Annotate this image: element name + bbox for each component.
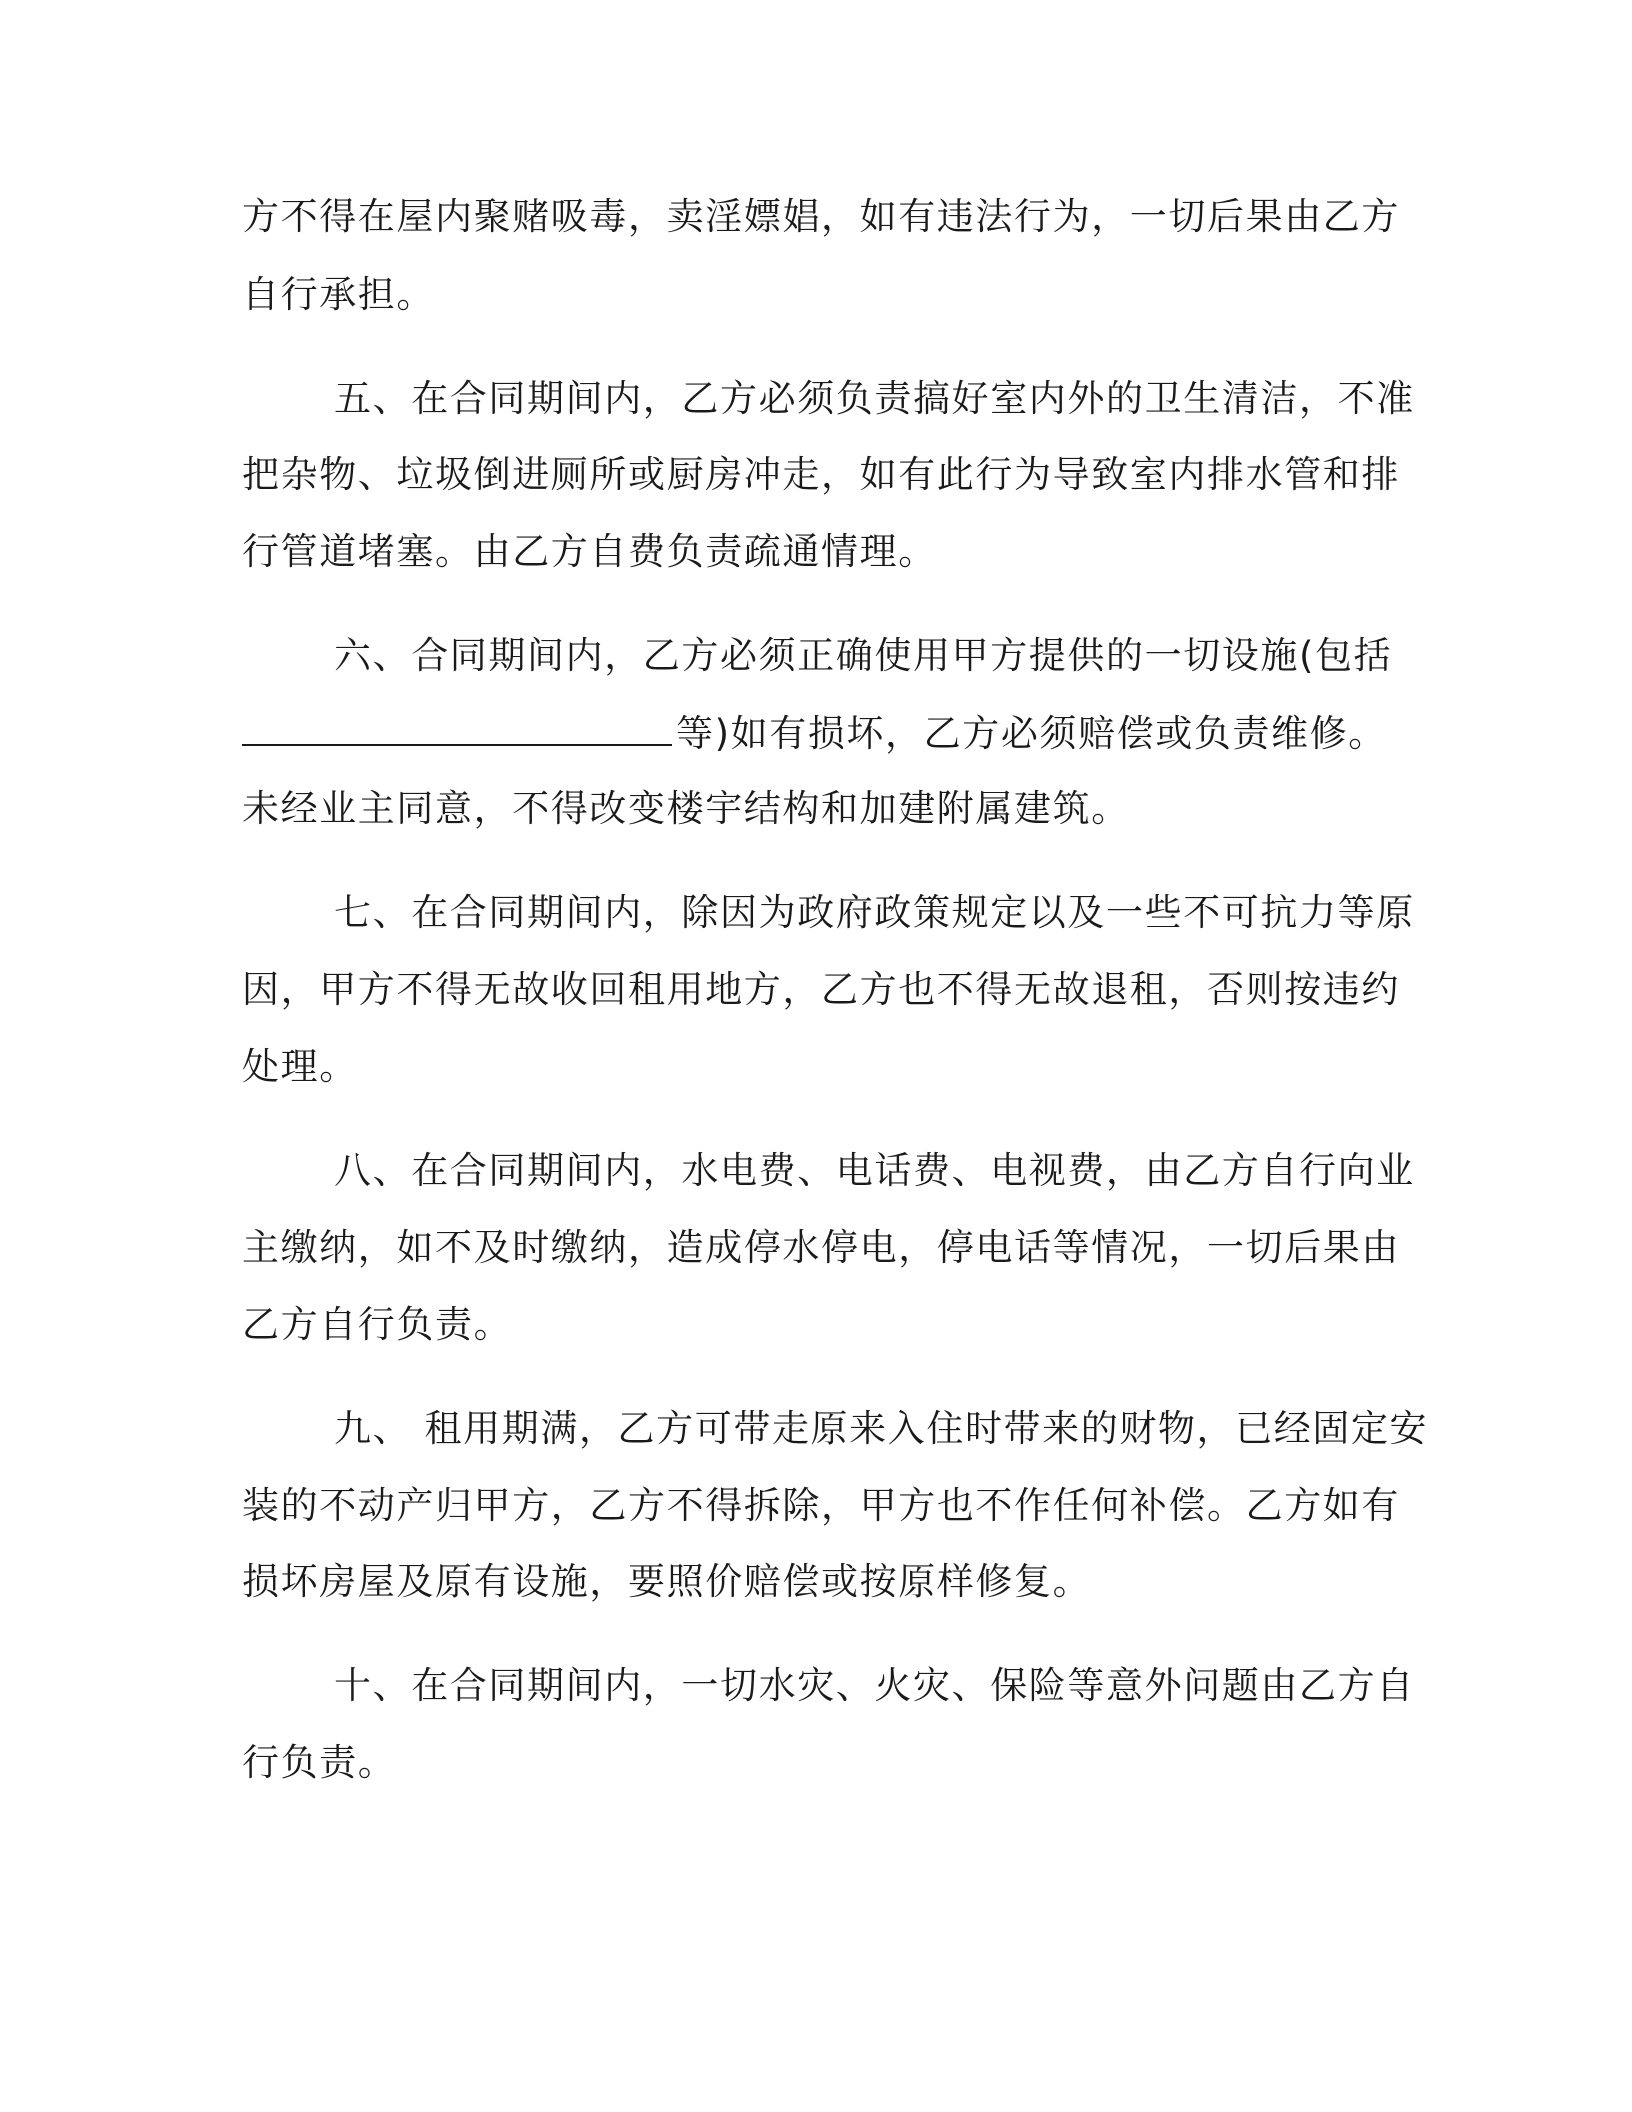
clause-6-line-1: 六、合同期间内，乙方必须正确使用甲方提供的一切设施(包括 — [334, 634, 1393, 677]
clause-9-line-3: 损坏房屋及原有设施，要照价赔偿或按原样修复。 — [242, 1560, 1092, 1603]
clause-9-line-1: 九、 租用期满，乙方可带走原来入住时带来的财物，已经固定安 — [334, 1407, 1429, 1450]
clause-6-line-3: 未经业主同意，不得改变楼宇结构和加建附属建筑。 — [242, 787, 1130, 830]
clause-8-line-2: 主缴纳，如不及时缴纳，造成停水停电，停电话等情况，一切后果由 — [242, 1226, 1400, 1269]
clause-6-line-2 — [242, 712, 1387, 755]
clause-8-line-1: 八、在合同期间内，水电费、电话费、电视费，由乙方自行向业 — [334, 1149, 1415, 1192]
clause-7-line-3: 处理。 — [242, 1045, 358, 1088]
continuation-line-1: 方不得在屋内聚赌吸毒，卖淫嫖娼，如有违法行为，一切后果由乙方 — [242, 195, 1400, 238]
continuation-line-2: 自行承担。 — [242, 273, 435, 316]
fill-in-blank — [242, 714, 672, 746]
clause-7-line-1: 七、在合同期间内，除因为政府政策规定以及一些不可抗力等原 — [334, 891, 1415, 934]
clause-10-line-2: 行负责。 — [242, 1741, 397, 1784]
clause-9-line-2: 装的不动产归甲方，乙方不得拆除，甲方也不作任何补偿。乙方如有 — [242, 1484, 1400, 1527]
clause-10-line-1: 十、在合同期间内，一切水灾、火灾、保险等意外问题由乙方自 — [334, 1664, 1415, 1707]
clause-8-line-3: 乙方自行负责。 — [242, 1303, 513, 1346]
clause-5-line-3: 行管道堵塞。由乙方自费负责疏通情理。 — [242, 530, 937, 573]
clause-5-line-1: 五、在合同期间内，乙方必须负责搞好室内外的卫生清洁，不准 — [334, 377, 1415, 420]
clause-6-line-2-text: 等)如有损坏，乙方必须赔偿或负责维修。 — [676, 712, 1387, 755]
clause-5-line-2: 把杂物、垃圾倒进厕所或厨房冲走，如有此行为导致室内排水管和排 — [242, 453, 1400, 496]
clause-7-line-2: 因，甲方不得无故收回租用地方，乙方也不得无故退租，否则按违约 — [242, 968, 1400, 1011]
